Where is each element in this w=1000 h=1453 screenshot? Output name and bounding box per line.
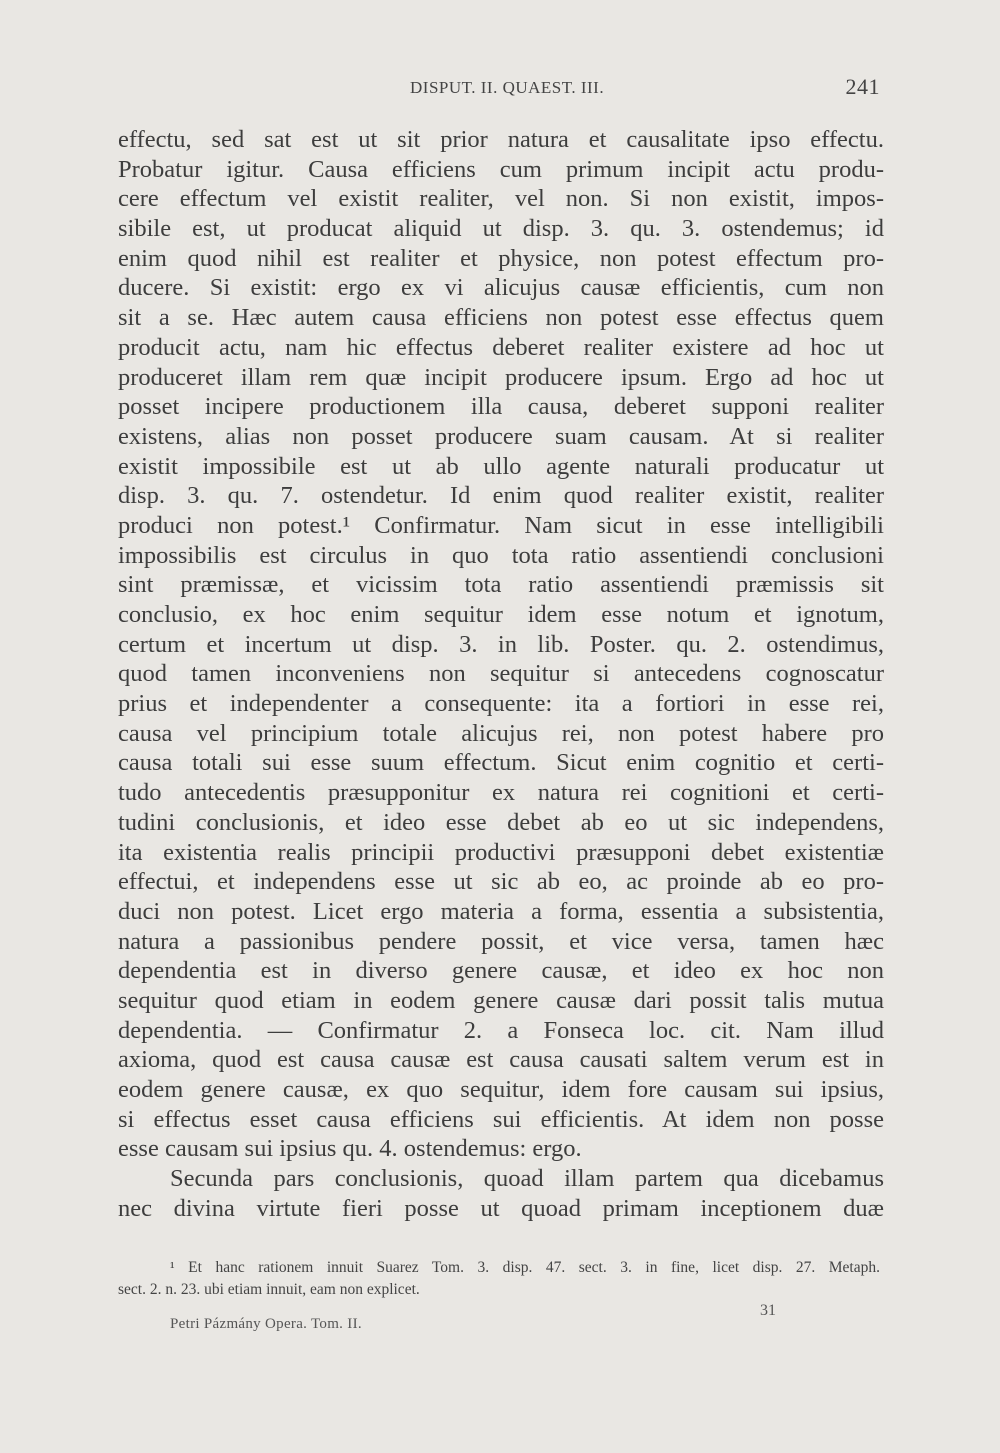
text-line: quod tamen inconveniens non sequitur si antecedens cognoscatur [118,660,884,688]
text-line: impossibilis est circulus in quo tota ratio assentiendi conclusioni [118,541,884,569]
text-line: enim quod nihil est realiter et physice, non potest effectum pro- [118,244,884,272]
footnote [118,1257,880,1301]
text-line: eodem genere causæ, ex quo sequitur, idem fore causam sui ipsius, [118,1076,884,1103]
text-line: existens, alias non posset producere suam causam. At si realiter [118,422,884,450]
text-line: produceret illam rem quæ incipit producere ipsum. Ergo ad hoc ut [118,363,884,391]
text-line: natura a passionibus pendere possit, et vice versa, tamen hæc [118,927,884,955]
text-line: tudini conclusionis, et ideo esse debet ab eo ut sic independens, [118,808,884,836]
text-line: Secunda pars conclusionis, quoad illam partem qua dicebamus [170,1165,884,1193]
text-line: axioma, quod est causa causæ est causa causati saltem verum est in [118,1046,884,1074]
footnote-line: sect. 2. n. 23. ubi etiam innuit, eam non explicet. [118,1281,420,1298]
text-line: sit a se. Hæc autem causa efficiens non potest esse effectus quem [118,304,884,332]
text-line: esse causam sui ipsius qu. 4. ostendemus: ergo. [118,1135,582,1163]
text-line: effectui, et independens esse ut sic ab eo, ac proinde ab eo pro- [118,868,884,896]
text-line: si effectus esset causa efficiens sui efficientis. At idem non posse [118,1105,884,1133]
text-line: causa totali sui esse suum effectum. Sicut enim cognitio et certi- [118,749,884,777]
text-line: ita existentia realis principii productivi præsupponi debet existentiæ [118,838,884,866]
text-line: Probatur igitur. Causa efficiens cum primum incipit actu produ- [118,155,884,183]
text-line: dependentia est in diverso genere causæ, et ideo ex hoc non [118,957,884,985]
text-line: dependentia. — Confirmatur 2. a Fonseca loc. cit. Nam illud [118,1016,884,1044]
text-line: conclusio, ex hoc enim sequitur idem esse notum et ignotum, [118,601,884,628]
text-line: effectu, sed sat est ut sit prior natura et causalitate ipso effectu. [118,126,884,153]
text-line: duci non potest. Licet ergo materia a forma, essentia a subsistentia, [118,897,884,925]
page-number: 241 [845,74,880,99]
text-line: tudo antecedentis præsupponitur ex natura rei cognitioni et certi- [118,779,884,807]
text-line: existit impossibile est ut ab ullo agente naturali producatur ut [118,452,884,480]
signature-line: Petri Pázmány Opera. Tom. II. [170,1316,362,1332]
text-line: sequitur quod etiam in eodem genere causæ dari possit talis mutua [118,986,884,1014]
text-line: sibile est, ut producat aliquid ut disp. 3. qu. 3. ostendemus; id [118,215,884,243]
body-text [118,125,884,1223]
running-head-title: DISPUT. II. QUAEST. III. [410,78,605,97]
text-line: ducere. Si existit: ergo ex vi alicujus causæ efficientis, cum non [118,274,884,302]
text-line: produci non potest.¹ Confirmatur. Nam sicut in esse intelligibili [118,511,884,539]
text-line: posset incipere productionem illa causa, deberet supponi realiter [118,393,884,421]
text-line: sint præmissæ, et vicissim tota ratio assentiendi præmissis sit [118,571,884,599]
text-line: prius et independenter a consequente: ita a fortiori in esse rei, [118,690,884,718]
text-line: disp. 3. qu. 7. ostendetur. Id enim quod realiter existit, realiter [118,482,884,510]
text-line: causa vel principium totale alicujus rei, non potest habere pro [118,719,884,747]
text-line: nec divina virtute fieri posse ut quoad primam inceptionem duæ [118,1194,884,1222]
text-line: cere effectum vel existit realiter, vel non. Si non existit, impos- [118,185,884,213]
text-line: certum et incertum ut disp. 3. in lib. Poster. qu. 2. ostendimus, [118,630,884,658]
signature-number: 31 [760,1302,776,1319]
running-head [400,74,880,108]
footnote-line: ¹ Et hanc rationem innuit Suarez Tom. 3. disp. 47. sect. 3. in fine, licet disp. 27. Metaph. [170,1259,880,1276]
text-line: producit actu, nam hic effectus deberet realiter existere ad hoc ut [118,333,884,361]
